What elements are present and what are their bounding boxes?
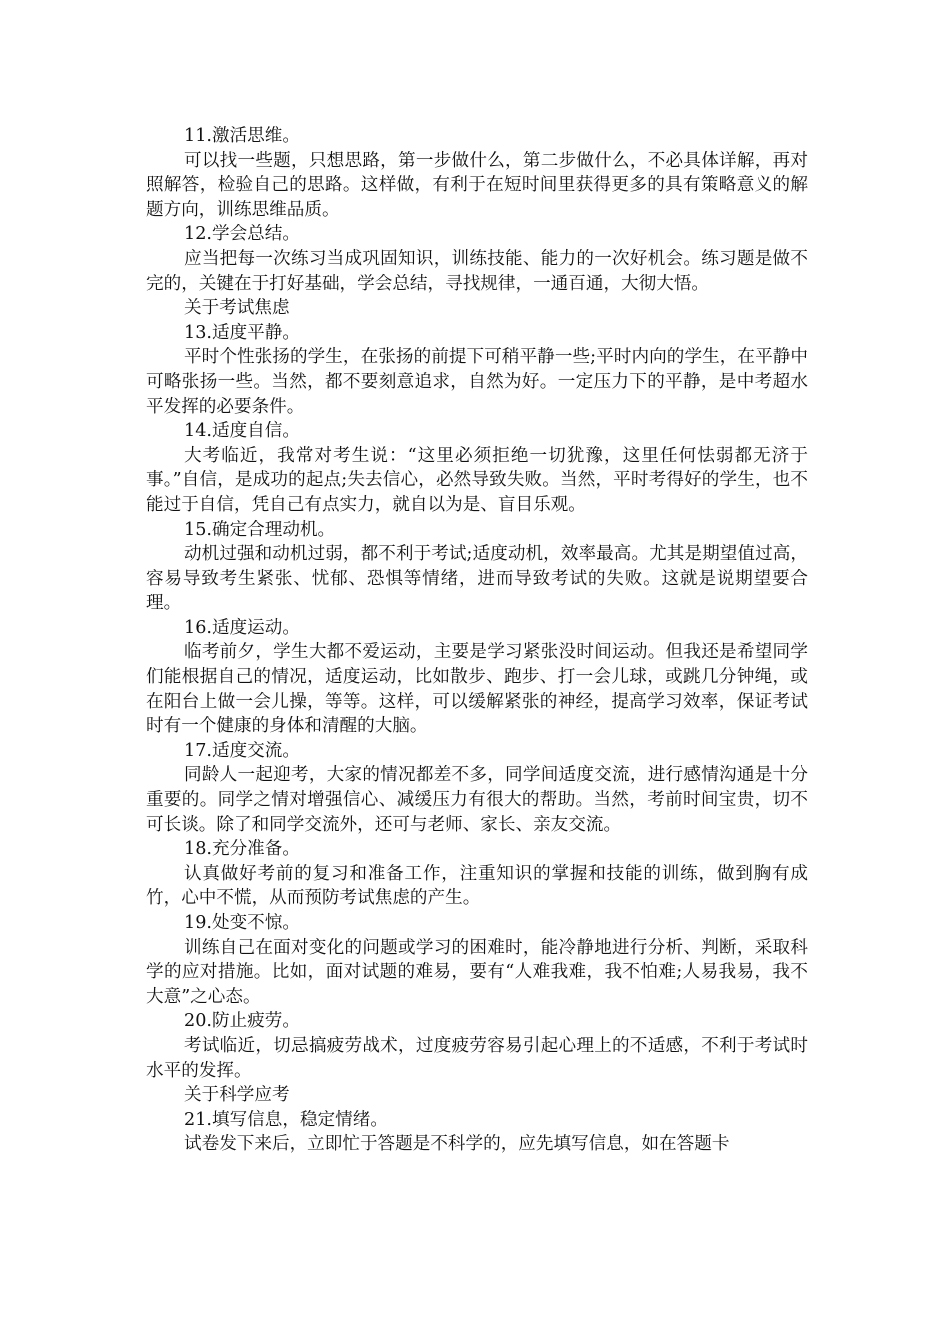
- paragraph-reasonable-motivation: 动机过强和动机过弱，都不利于考试;适度动机，效率最高。尤其是期望值过高，容易导致考生紧张、忧郁、恐惧等情绪，进而导致考试的失败。这就是说期望要合理。: [146, 544, 808, 614]
- paragraph-full-preparation: 认真做好考前的复习和准备工作，注重知识的掌握和技能的训练，做到胸有成竹，心中不慌，从而预防考试焦虑的产生。: [146, 863, 808, 909]
- heading-activate-thinking: 11.激活思维。: [184, 126, 300, 146]
- heading-prevent-fatigue: 20.防止疲劳。: [184, 1011, 300, 1032]
- paragraph-activate-thinking: 可以找一些题，只想思路，第一步做什么，第二步做什么，不必具体详解，再对照解答，检验自己的思路。这样做，有利于在短时间里获得更多的具有策略意义的解题方向，训练思维品质。: [146, 150, 808, 220]
- paragraph-fill-information: 试卷发下来后，立即忙于答题是不科学的，应先填写信息，如在答题卡: [184, 1134, 730, 1155]
- paragraph-moderate-communication: 同龄人一起迎考，大家的情况都差不多，同学间适度交流，进行感情沟通是十分重要的。同学之情对增强信心、减缓压力有很大的帮助。当然，考前时间宝贵，切不可长谈。除了和同学交流外，还可与老师、家长、亲友交流。: [146, 765, 808, 835]
- paragraph-stay-calm: 训练自己在面对变化的问题或学习的困难时，能冷静地进行分析、判断，采取科学的应对措施。比如，面对试题的难易，要有“人难我难，我不怕难;人易我易，我不大意”之心态。: [146, 937, 808, 1007]
- heading-learn-summary: 12.学会总结。: [184, 224, 300, 245]
- paragraph-moderate-calm: 平时个性张扬的学生，在张扬的前提下可稍平静一些;平时内向的学生，在平静中可略张扬一些。当然，都不要刻意追求，自然为好。一定压力下的平静，是中考超水平发挥的必要条件。: [146, 347, 808, 417]
- heading-reasonable-motivation: 15.确定合理动机。: [184, 519, 336, 540]
- heading-moderate-confidence: 14.适度自信。: [184, 421, 300, 442]
- paragraph-learn-summary: 应当把每一次练习当成巩固知识，训练技能、能力的一次好机会。练习题是做不完的，关键在于打好基础，学会总结，寻找规律，一通百通，大彻大悟。: [146, 248, 808, 294]
- paragraph-moderate-exercise: 临考前夕，学生大都不爱运动，主要是学习紧张没时间运动。但我还是希望同学们能根据自己的情况，适度运动，比如散步、跑步、打一会儿球，或跳几分钟绳，或在阳台上做一会儿操，等等。这样，可以缓解紧张的神经，提高学习效率，保证考试时有一个健康的身体和清醒的大脑。: [146, 642, 808, 737]
- section-title-scientific-exam: 关于科学应考: [184, 1085, 290, 1106]
- section-title-exam-anxiety: 关于考试焦虑: [184, 298, 290, 319]
- paragraph-prevent-fatigue: 考试临近，切忌搞疲劳战术，过度疲劳容易引起心理上的不适感，不利于考试时水平的发挥。: [146, 1035, 808, 1081]
- heading-moderate-communication: 17.适度交流。: [184, 740, 300, 761]
- document-body: [146, 124, 808, 1157]
- paragraph-moderate-confidence: 大考临近，我常对考生说：“这里必须拒绝一切犹豫，这里任何怯弱都无济于事。”自信，是成功的起点;失去信心，必然导致失败。当然，平时考得好的学生，也不能过于自信，凭自己有点实力，就自以为是、盲目乐观。: [146, 445, 808, 515]
- heading-full-preparation: 18.充分准备。: [184, 839, 300, 860]
- heading-fill-information: 21.填写信息，稳定情绪。: [184, 1109, 388, 1130]
- heading-stay-calm: 19.处变不惊。: [184, 913, 300, 933]
- heading-moderate-exercise: 16.适度运动。: [184, 617, 300, 638]
- heading-moderate-calm: 13.适度平静。: [184, 322, 300, 343]
